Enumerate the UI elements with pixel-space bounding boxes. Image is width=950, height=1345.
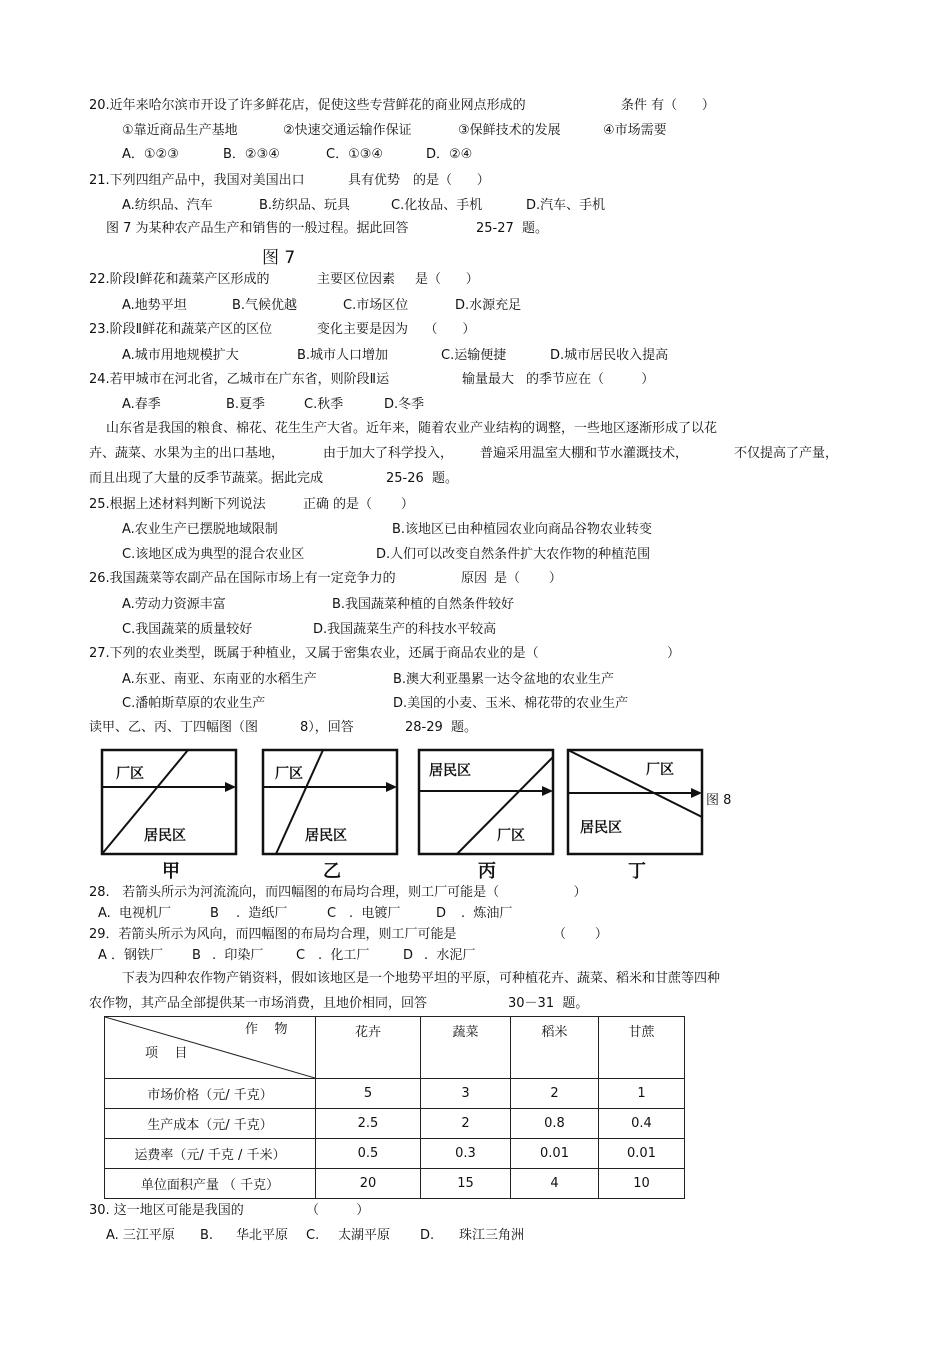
table-cell: 0.01	[511, 1139, 599, 1169]
q25-option-d: D.人们可以改变自然条件扩大农作物的种植范围	[376, 547, 651, 562]
fig7-intro: 图 7 为某种农产品生产和销售的一般过程。据此回答	[106, 221, 409, 236]
q29-stem-tail: （ ）	[553, 927, 608, 942]
diagram-jia	[100, 745, 240, 857]
table-cell: 5	[316, 1079, 421, 1109]
q21-stem-mid: 具有优势	[348, 173, 401, 188]
column-header: 花卉	[316, 1017, 421, 1079]
fig8-intro-b: 8），回答	[300, 720, 354, 735]
factory-label: 厂区	[116, 766, 144, 782]
q29-option-b: . 印染厂	[212, 948, 264, 963]
q26-option-a: A.劳动力资源丰富	[122, 597, 226, 612]
diagram-yi	[261, 745, 401, 857]
q21-option-b: B.纺织品、玩具	[259, 198, 351, 213]
table-row	[105, 1139, 685, 1169]
q25-option-c: C.该地区成为典型的混合农业区	[122, 547, 305, 562]
q24-option-d: D.冬季	[384, 397, 425, 412]
q29-option-d: . 水泥厂	[424, 948, 476, 963]
q30-option-d: 珠江三角洲	[459, 1228, 525, 1243]
q26-stem-mid: 原因	[461, 571, 488, 586]
q28-option-d: . 炼油厂	[461, 906, 513, 921]
q27-option-c: C.潘帕斯草原的农业生产	[122, 696, 266, 711]
q24-option-a: A.春季	[122, 397, 161, 412]
q21-option-c: C.化妆品、手机	[391, 198, 483, 213]
q28-option-d-letter: D	[436, 906, 447, 921]
q28-option-a: A. 电视机厂	[98, 906, 172, 921]
q22-stem-tail: 是（ ）	[415, 272, 479, 287]
table-intro-line-2b: 30－31 题。	[508, 996, 589, 1011]
row-label: 生产成本（元/ 千克）	[105, 1109, 316, 1139]
table-cell: 2.5	[316, 1109, 421, 1139]
q20-option-c: C．①③④	[326, 147, 384, 162]
table-cell: 20	[316, 1169, 421, 1199]
q28-option-b: . 造纸厂	[236, 906, 288, 921]
q24-stem-mid: 输量最大	[462, 372, 515, 387]
q25-stem-mid: 正确	[303, 497, 330, 512]
table-cell: 1	[599, 1079, 685, 1109]
residential-label: 居民区	[144, 828, 186, 844]
factory-label: 厂区	[497, 828, 525, 844]
q20-option-d: D．②④	[426, 147, 473, 162]
q22-option-c: C.市场区位	[343, 298, 409, 313]
q28-option-b-letter: B	[210, 906, 219, 921]
q25-option-b: B.该地区已由种植园农业向商品谷物农业转变	[392, 522, 653, 537]
table-cell: 2	[511, 1079, 599, 1109]
table-corner-cell	[105, 1017, 316, 1079]
row-label: 市场价格（元/ 千克）	[105, 1079, 316, 1109]
q21-stem-tail: 的是（ ）	[413, 173, 490, 188]
diagram-caption-jia: 甲	[162, 861, 180, 882]
table-header-top: 作 物	[245, 1022, 288, 1037]
q20-factor-2: ②快速交通运输作保证	[283, 123, 412, 138]
table-cell: 0.01	[599, 1139, 685, 1169]
q25-stem-tail: 的是（ ）	[333, 497, 414, 512]
table-cell: 10	[599, 1169, 685, 1199]
table-cell: 4	[511, 1169, 599, 1199]
passage-line-2d: 不仅提高了产量，	[734, 446, 839, 461]
q20-factor-3: ③保鲜技术的发展	[458, 123, 561, 138]
q28-option-c: . 电镀厂	[349, 906, 401, 921]
q23-option-d: D.城市居民收入提高	[550, 348, 669, 363]
q27-stem-tail: ）	[667, 646, 681, 661]
residential-label: 居民区	[305, 828, 347, 844]
q20-factor-4: ④市场需要	[603, 123, 667, 138]
q28-option-c-letter: C	[327, 906, 337, 921]
table-cell: 0.8	[511, 1109, 599, 1139]
passage-line-2b: 由于加大了科学投入，	[323, 446, 454, 461]
q24-option-b: B.夏季	[226, 397, 266, 412]
q23-option-b: B.城市人口增加	[297, 348, 389, 363]
fig8-intro-c: 28-29 题。	[405, 720, 478, 735]
diagram-caption-ding: 丁	[628, 861, 646, 882]
q27-stem: 27.下列的农业类型，既属于种植业，又属于密集农业，还属于商品农业的是（	[89, 646, 539, 661]
q26-option-c: C.我国蔬菜的质量较好	[122, 622, 253, 637]
q22-stem-mid: 主要区位因素	[317, 272, 396, 287]
fig8-intro-a: 读甲、乙、丙、丁四幅图（图	[89, 720, 259, 735]
table-cell: 0.5	[316, 1139, 421, 1169]
q29-option-a: A ．钢铁厂	[98, 948, 164, 963]
q23-stem: 23.阶段Ⅱ鲜花和蔬菜产区的区位	[89, 322, 273, 337]
q30-option-b: 华北平原	[236, 1228, 289, 1243]
q21-option-a: A.纺织品、汽车	[122, 198, 213, 213]
q23-option-c: C.运输便捷	[441, 348, 507, 363]
residential-label: 居民区	[429, 763, 471, 779]
q29-option-d-letter: D	[403, 948, 414, 963]
fig7-range: 25-27 题。	[476, 221, 549, 236]
q24-stem: 24.若甲城市在河北省，乙城市在广东省，则阶段Ⅱ运	[89, 372, 390, 387]
q26-option-d: D.我国蔬菜生产的科技水平较高	[313, 622, 497, 637]
q29-option-c: . 化工厂	[318, 948, 370, 963]
passage-line-2a: 卉、蔬菜、水果为主的出口基地，	[89, 446, 285, 461]
q30-option-b-letter: B.	[200, 1228, 214, 1243]
row-label: 单位面积产量 （ 千克）	[105, 1169, 316, 1199]
table-cell: 0.4	[599, 1109, 685, 1139]
table-cell: 3	[421, 1079, 511, 1109]
column-header: 甘蔗	[599, 1017, 685, 1079]
factory-label: 厂区	[275, 766, 303, 782]
q20-option-b: B．②③④	[223, 147, 280, 162]
table-intro-line-1: 下表为四种农作物产销资料，假如该地区是一个地势平坦的平原，可种植花卉、蔬菜、稻米和甘蔗等四种	[122, 971, 721, 986]
passage-line-3b: 25-26 题。	[386, 471, 459, 486]
table-row	[105, 1109, 685, 1139]
q26-option-b: B.我国蔬菜种植的自然条件较好	[332, 597, 515, 612]
q21-stem: 21.下列四组产品中，我国对美国出口	[89, 173, 305, 188]
q24-option-c: C.秋季	[304, 397, 344, 412]
q30-stem-tail: （ ）	[306, 1203, 370, 1218]
q30-option-a: A. 三江平原	[106, 1228, 175, 1243]
q20-stem: 20.近年来哈尔滨市开设了许多鲜花店，促使这些专营鲜花的商业网点形成的	[89, 98, 526, 113]
passage-line-1: 山东省是我国的粮食、棉花、花生生产大省。近年来，随着农业产业结构的调整，一些地区逐渐形成了以花	[106, 421, 718, 436]
table-row	[105, 1169, 685, 1199]
q30-option-d-letter: D.	[420, 1228, 435, 1243]
q26-stem: 26.我国蔬菜等农副产品在国际市场上有一定竞争力的	[89, 571, 396, 586]
passage-line-2c: 普遍采用温室大棚和节水灌溉技术，	[480, 446, 689, 461]
q25-option-a: A.农业生产已摆脱地域限制	[122, 522, 278, 537]
q22-option-a: A.地势平坦	[122, 298, 187, 313]
q29-stem: 29．若箭头所示为风向，而四幅图的布局均合理，则工厂可能是	[89, 927, 457, 942]
q20-stem-tail: 条件 有（ ）	[621, 98, 715, 113]
row-label: 运费率（元/ 千克 / 千米）	[105, 1139, 316, 1169]
q27-option-b: B.澳大利亚墨累一达令盆地的农业生产	[393, 672, 615, 687]
table-row	[105, 1079, 685, 1109]
table-header-row	[105, 1017, 685, 1079]
q29-option-c-letter: C	[296, 948, 306, 963]
q26-stem-tail: 是（ ）	[494, 571, 562, 586]
factory-label: 厂区	[646, 762, 674, 778]
q27-option-a: A.东亚、南亚、东南亚的水稻生产	[122, 672, 317, 687]
q30-option-c: 太湖平原	[338, 1228, 391, 1243]
table-cell: 0.3	[421, 1139, 511, 1169]
diagram-caption-bing: 丙	[478, 861, 496, 882]
q27-option-d: D.美国的小麦、玉米、棉花带的农业生产	[393, 696, 629, 711]
q25-stem: 25.根据上述材料判断下列说法	[89, 497, 266, 512]
table-intro-line-2a: 农作物，其产品全部提供某一市场消费，且地价相同，回答	[89, 996, 428, 1011]
column-header: 稻米	[511, 1017, 599, 1079]
q20-factor-1: ①靠近商品生产基地	[122, 123, 238, 138]
diagram-bing	[417, 745, 557, 857]
q30-option-c-letter: C.	[306, 1228, 320, 1243]
q22-stem: 22.阶段Ⅰ鲜花和蔬菜产区形成的	[89, 272, 270, 287]
column-header: 蔬菜	[421, 1017, 511, 1079]
q29-option-b-letter: B	[192, 948, 201, 963]
passage-line-3a: 而且出现了大量的反季节蔬菜。据此完成	[89, 471, 324, 486]
q30-stem: 30. 这一地区可能是我国的	[89, 1203, 244, 1218]
fig8-label: 图 8	[706, 793, 732, 808]
q22-option-d: D.水源充足	[455, 298, 522, 313]
q24-stem-tail: 的季节应在（ ）	[526, 372, 655, 387]
q23-stem-tail: 变化主要是因为 （ ）	[317, 322, 476, 337]
diagram-ding-lines	[566, 745, 706, 857]
diagram-caption-yi: 乙	[323, 861, 341, 882]
table-cell: 15	[421, 1169, 511, 1199]
crop-data-table	[104, 1016, 685, 1199]
q23-option-a: A.城市用地规模扩大	[122, 348, 239, 363]
q21-option-d: D.汽车、手机	[526, 198, 606, 213]
residential-label: 居民区	[580, 820, 622, 836]
table-cell: 2	[421, 1109, 511, 1139]
q28-stem: 28. 若箭头所示为河流流向，而四幅图的布局均合理，则工厂可能是（ ）	[89, 885, 587, 900]
fig7-title: 图 7	[262, 248, 296, 268]
q20-option-a: A．①②③	[122, 147, 179, 162]
q22-option-b: B.气候优越	[232, 298, 298, 313]
diagram-ding	[566, 745, 706, 857]
table-header-bottom: 项 目	[145, 1046, 188, 1061]
